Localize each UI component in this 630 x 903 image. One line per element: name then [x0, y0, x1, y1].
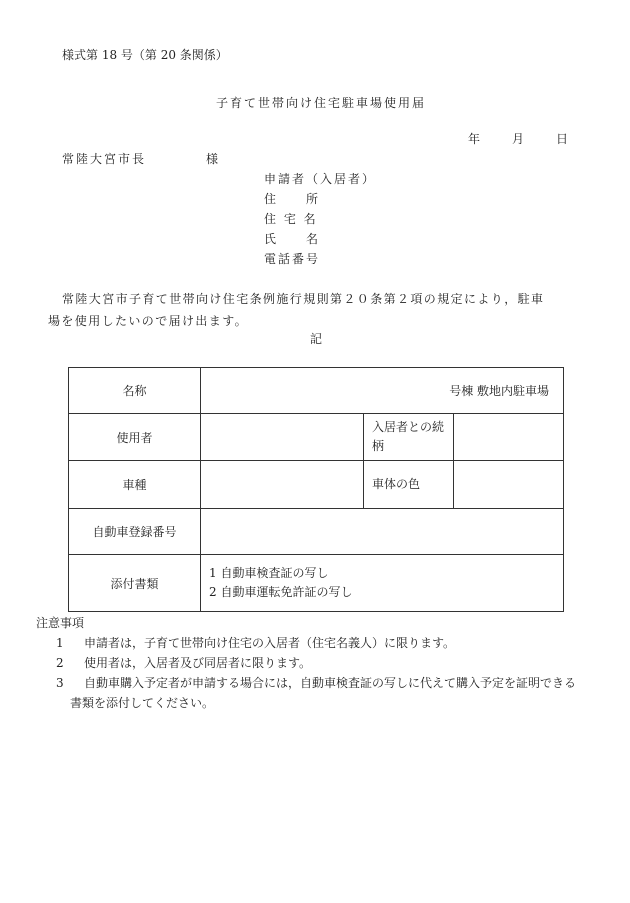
body-text-line-1: 常陸大宮市子育て世帯向け住宅条例施行規則第２０条第２項の規定により，駐車: [62, 292, 545, 306]
table-row-car: [69, 461, 564, 509]
note-text: 申請者は，子育て世帯向け住宅の入居者（住宅名義人）に限ります。: [84, 636, 456, 650]
applicant-address-label: 住 所: [264, 192, 321, 206]
addressee-honorific: 様: [206, 152, 219, 166]
note-number: 2: [56, 656, 64, 670]
relation-value-cell[interactable]: [454, 414, 564, 461]
relation-label-line-1: 入居者との続: [372, 420, 445, 434]
user-label-cell: 使用者: [69, 414, 201, 461]
attachments-label-cell: 添付書類: [69, 555, 201, 612]
date-day-label: 日: [556, 132, 569, 146]
note-number: 3: [56, 676, 64, 690]
applicant-housing-name-label: 住 宅 名: [264, 212, 318, 226]
car-color-label-cell: 車体の色: [364, 461, 454, 509]
date-month-label: 月: [512, 132, 525, 146]
attachments-value-cell: [201, 555, 564, 612]
attachment-item-1: 1 自動車検査証の写し: [209, 566, 329, 580]
table-row-registration: [69, 509, 564, 555]
relation-label-cell: [364, 414, 454, 461]
car-type-value-cell[interactable]: [201, 461, 364, 509]
car-type-label-cell: 車種: [69, 461, 201, 509]
applicant-name-label: 氏 名: [264, 232, 321, 246]
notes-title: 注意事項: [36, 616, 85, 630]
ki-label: 記: [310, 332, 323, 346]
addressee-name: 常陸大宮市長: [62, 152, 147, 166]
note-item-3: [56, 674, 576, 691]
parking-form-table: [68, 367, 564, 612]
note-text: 自動車購入予定者が申請する場合には，自動車検査証の写しに代えて購入予定を証明できる: [84, 676, 577, 690]
applicant-heading: 申請者（入居者）: [264, 172, 377, 186]
applicant-phone-label: 電話番号: [264, 252, 321, 266]
note-number: 1: [56, 636, 64, 650]
note-item-3-continuation: 書類を添付してください。: [70, 696, 215, 710]
form-number: 様式第 18 号（第 20 条関係）: [62, 48, 228, 62]
attachment-item-2: 2 自動車運転免許証の写し: [209, 585, 353, 599]
document-title: 子育て世帯向け住宅駐車場使用届: [216, 96, 427, 110]
note-item-2: [56, 654, 311, 671]
body-text-line-2: 場を使用したいので届け出ます。: [48, 314, 249, 328]
table-row-name: [69, 368, 564, 414]
note-item-1: [56, 634, 455, 651]
name-label-cell: 名称: [69, 368, 201, 414]
user-value-cell[interactable]: [201, 414, 364, 461]
note-text: 使用者は，入居者及び同居者に限ります。: [84, 656, 312, 670]
registration-value-cell[interactable]: [201, 509, 564, 555]
relation-label-line-2: 柄: [372, 439, 385, 453]
table-row-attachments: [69, 555, 564, 612]
registration-label-cell: 自動車登録番号: [69, 509, 201, 555]
date-year-label: 年: [468, 132, 481, 146]
table-row-user: [69, 414, 564, 461]
car-color-value-cell[interactable]: [454, 461, 564, 509]
name-value-cell[interactable]: 号棟 敷地内駐車場: [201, 368, 564, 414]
